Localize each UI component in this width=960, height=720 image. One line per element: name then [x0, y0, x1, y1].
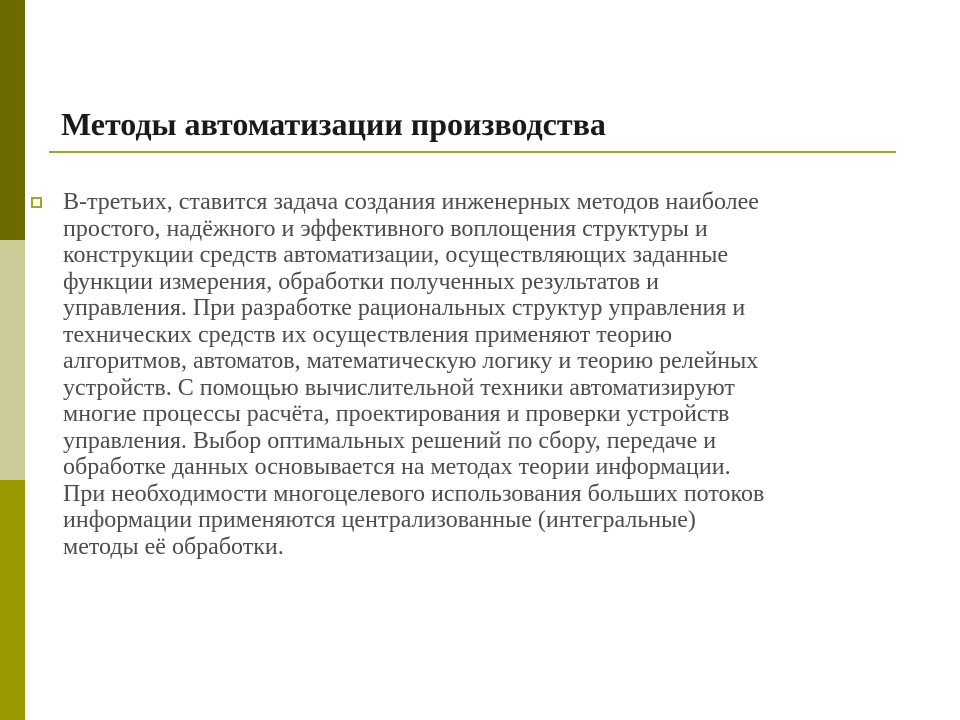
- hollow-square-bullet-icon: [31, 197, 42, 208]
- side-bar-mid-segment: [0, 480, 25, 720]
- bullet-paragraph: [63, 189, 923, 560]
- paragraph-line: управления. Выбор оптимальных решений по сбору, передаче и: [63, 427, 717, 454]
- paragraph-line: обработке данных основывается на методах теории информации.: [63, 454, 731, 480]
- slide-title: Методы автоматизации производства: [61, 106, 606, 142]
- side-bar-dark-segment: [0, 0, 25, 240]
- paragraph-line: многие процессы расчёта, проектирования и проверки устройств: [63, 401, 730, 427]
- paragraph-line: алгоритмов, автоматов, математическую логику и теорию релейных: [63, 348, 759, 374]
- paragraph-line: В-третьих, ставится задача создания инженерных методов наиболее: [63, 189, 759, 215]
- paragraph-line: технических средств их осуществления применяют теорию: [63, 321, 673, 348]
- paragraph-line: управления. При разработке рациональных структур управления и: [63, 295, 746, 321]
- paragraph-line: простого, надёжного и эффективного воплощения структуры и: [63, 215, 708, 242]
- paragraph-line: информации применяются централизованные (интегральные): [63, 507, 696, 533]
- paragraph-line: методы её обработки.: [63, 533, 284, 560]
- title-underline: [49, 151, 896, 153]
- paragraph-line: конструкции средств автоматизации, осуществляющих заданные: [63, 242, 728, 268]
- side-bar-light-segment: [0, 240, 25, 480]
- paragraph-line: функции измерения, обработки полученных результатов и: [63, 268, 660, 295]
- paragraph-line: При необходимости многоцелевого использования больших потоков: [63, 480, 765, 507]
- paragraph-line: устройств. С помощью вычислительной техники автоматизируют: [63, 374, 735, 401]
